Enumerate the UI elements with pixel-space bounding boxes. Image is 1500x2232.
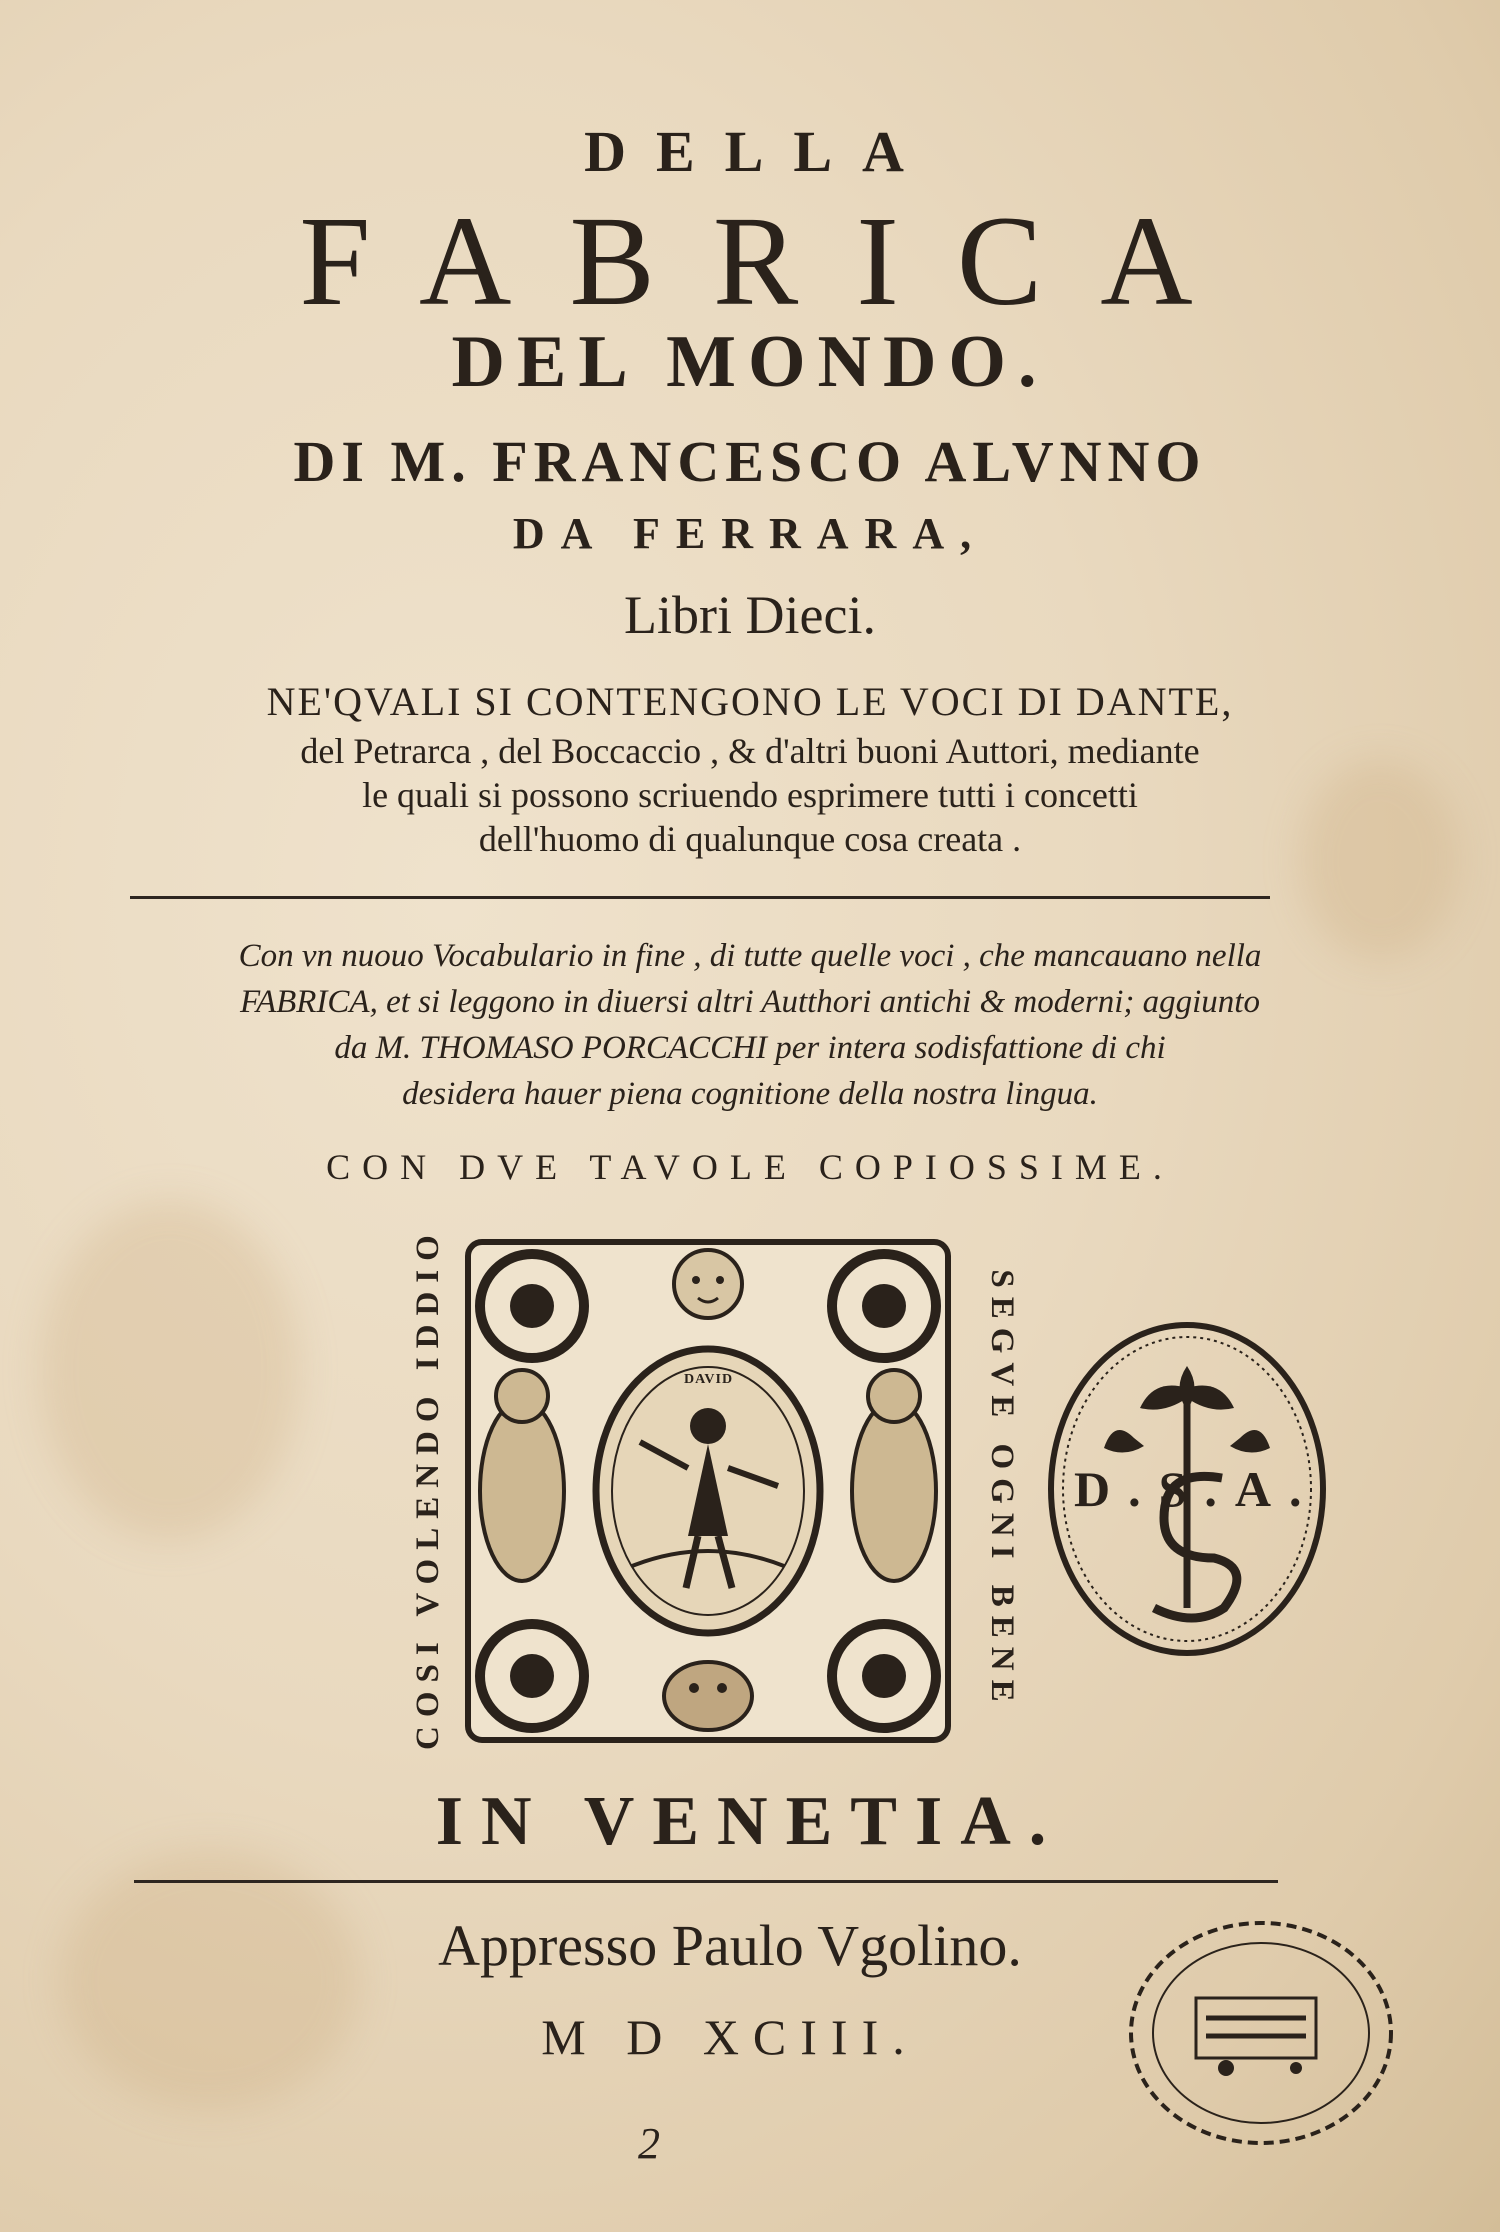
- contents-line: le quali si possono scriuendo esprimere tutti i concetti: [362, 775, 1138, 815]
- addition-line: desidera hauer piena cognitione della nostra lingua.: [402, 1076, 1098, 1112]
- addition-line: da M. THOMASO PORCACCHI per intera sodisfattione di chi: [334, 1030, 1166, 1066]
- printers-device-woodcut: [462, 1236, 954, 1746]
- divider-rule: [134, 1880, 1278, 1883]
- title-della: DELLA: [584, 119, 934, 184]
- author-line: DI M. FRANCESCO ALVNNO: [293, 429, 1207, 494]
- contents-heading: NE'QVALI SI CONTENGONO LE VOCI DI DANTE,: [266, 679, 1234, 724]
- contents-line: del Petrarca , del Boccaccio , & d'altri buoni Auttori, mediante: [300, 731, 1200, 771]
- place-line: IN VENETIA.: [435, 1783, 1065, 1860]
- addition-line: Con vn nuouo Vocabulario in fine , di tutte quelle voci , che mancauano nella: [238, 938, 1262, 974]
- contents-line: dell'huomo di qualunque cosa creata .: [478, 819, 1022, 859]
- city-line: DA FERRARA,: [512, 509, 988, 558]
- books-line: Libri Dieci.: [624, 585, 876, 645]
- divider-rule: [130, 896, 1270, 899]
- device-label: DAVID: [684, 1372, 734, 1387]
- addition-line: FABRICA, et si leggono in diuersi altri Autthori antichi & moderni; aggiunto: [240, 984, 1260, 1020]
- year-line: M D XCIII.: [541, 2009, 919, 2065]
- stamp-letters: D.S.A.: [1074, 1461, 1320, 1517]
- tables-line: CON DVE TAVOLE COPIOSSIME.: [326, 1147, 1174, 1187]
- printer-line: Appresso Paulo Vgolino.: [438, 1913, 1022, 1978]
- title-fabrica: FABRICA: [299, 190, 1251, 332]
- left-motto: COSI VOLENDO IDDIO: [410, 1226, 446, 1750]
- right-motto: SEGVE OGNI BENE: [984, 1269, 1020, 1711]
- library-stamp: [1126, 1918, 1396, 2148]
- title-del-mondo: DEL MONDO.: [451, 321, 1049, 403]
- folio-mark: 2: [638, 2119, 660, 2168]
- ownership-stamp: [1044, 1318, 1330, 1660]
